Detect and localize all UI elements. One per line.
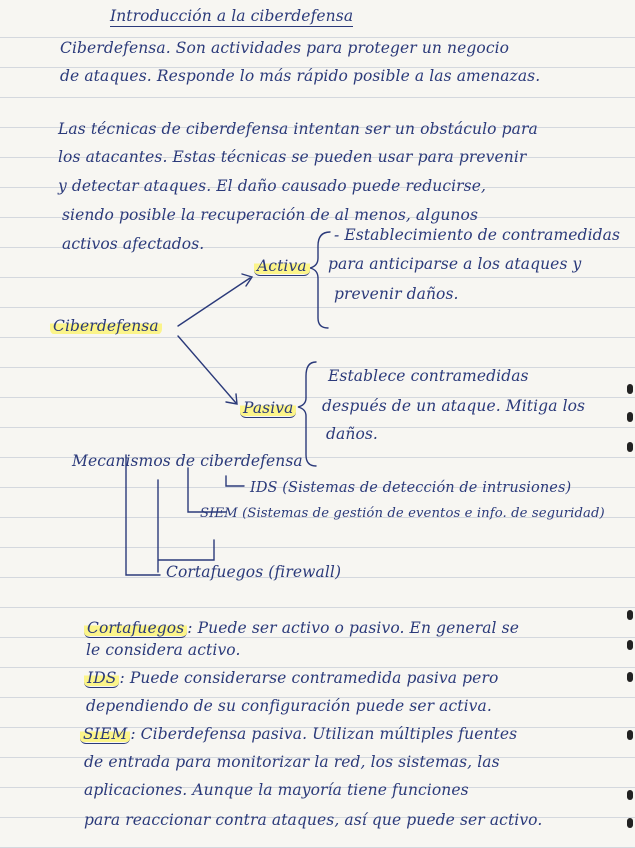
term-siem: SIEM xyxy=(80,725,130,744)
intro-line: Ciberdefensa. Son actividades para proteger un negocio xyxy=(60,39,510,57)
arrow-to-activa xyxy=(178,278,250,326)
paragraph-line: y detectar ataques. El daño causado puede reducirse, xyxy=(58,177,487,195)
note-line: dependiendo de su configuración puede ser activa. xyxy=(86,697,492,715)
mechanisms-heading: Mecanismos de ciberdefensa xyxy=(72,452,303,470)
activa-desc: para anticiparse a los ataques y xyxy=(328,255,582,273)
diagram-root xyxy=(50,316,162,336)
diagram-root-label: Ciberdefensa xyxy=(50,317,162,335)
intro-line: de ataques. Responde lo más rápido posible a las amenazas. xyxy=(60,67,541,85)
mechanism-item: SIEM (Sistemas de gestión de eventos e info. de seguridad) xyxy=(200,506,605,521)
paragraph-line: los atacantes. Estas técnicas se pueden usar para prevenir xyxy=(58,148,527,166)
note-cortafuegos xyxy=(84,618,519,638)
activa-desc: - Establecimiento de contramedidas xyxy=(334,226,621,244)
term-cortafuegos: Cortafuegos xyxy=(84,619,187,638)
note-line: le considera activo. xyxy=(86,641,241,659)
note-line: para reaccionar contra ataques, así que puede ser activo. xyxy=(84,811,543,829)
pasiva-label: Pasiva xyxy=(240,399,296,418)
note-line: de entrada para monitorizar la red, los sistemas, las xyxy=(84,753,500,771)
tree-outer xyxy=(126,455,160,575)
pasiva-node xyxy=(240,398,296,418)
tree-ids xyxy=(226,476,244,486)
pasiva-desc: Establece contramedidas xyxy=(328,367,529,385)
note-line: aplicaciones. Aunque la mayoría tiene funciones xyxy=(84,781,469,799)
mechanism-item: Cortafuegos (firewall) xyxy=(166,563,342,581)
activa-label: Activa xyxy=(254,257,310,276)
activa-desc: prevenir daños. xyxy=(334,285,459,303)
note-ids xyxy=(84,668,498,688)
page-title: Introducción a la ciberdefensa xyxy=(110,7,354,25)
term-ids: IDS xyxy=(84,669,119,688)
activa-node xyxy=(254,256,310,276)
note-text: : Puede ser activo o pasivo. En general se xyxy=(187,619,519,637)
mechanism-item: IDS (Sistemas de detección de intrusiones) xyxy=(250,480,572,496)
note-text: : Ciberdefensa pasiva. Utilizan múltiples fuentes xyxy=(130,725,518,743)
pasiva-desc: daños. xyxy=(326,425,378,443)
paragraph-line: siendo posible la recuperación de al menos, algunos xyxy=(62,206,479,224)
note-text: : Puede considerarse contramedida pasiva pero xyxy=(119,669,499,687)
pasiva-desc: después de un ataque. Mitiga los xyxy=(322,397,586,415)
arrow-to-pasiva xyxy=(178,336,236,403)
note-siem xyxy=(80,724,517,744)
paragraph-line: Las técnicas de ciberdefensa intentan ser un obstáculo para xyxy=(58,120,538,138)
brace-activa xyxy=(310,232,330,328)
tree-left xyxy=(158,480,214,572)
paragraph-line: activos afectados. xyxy=(62,235,205,253)
